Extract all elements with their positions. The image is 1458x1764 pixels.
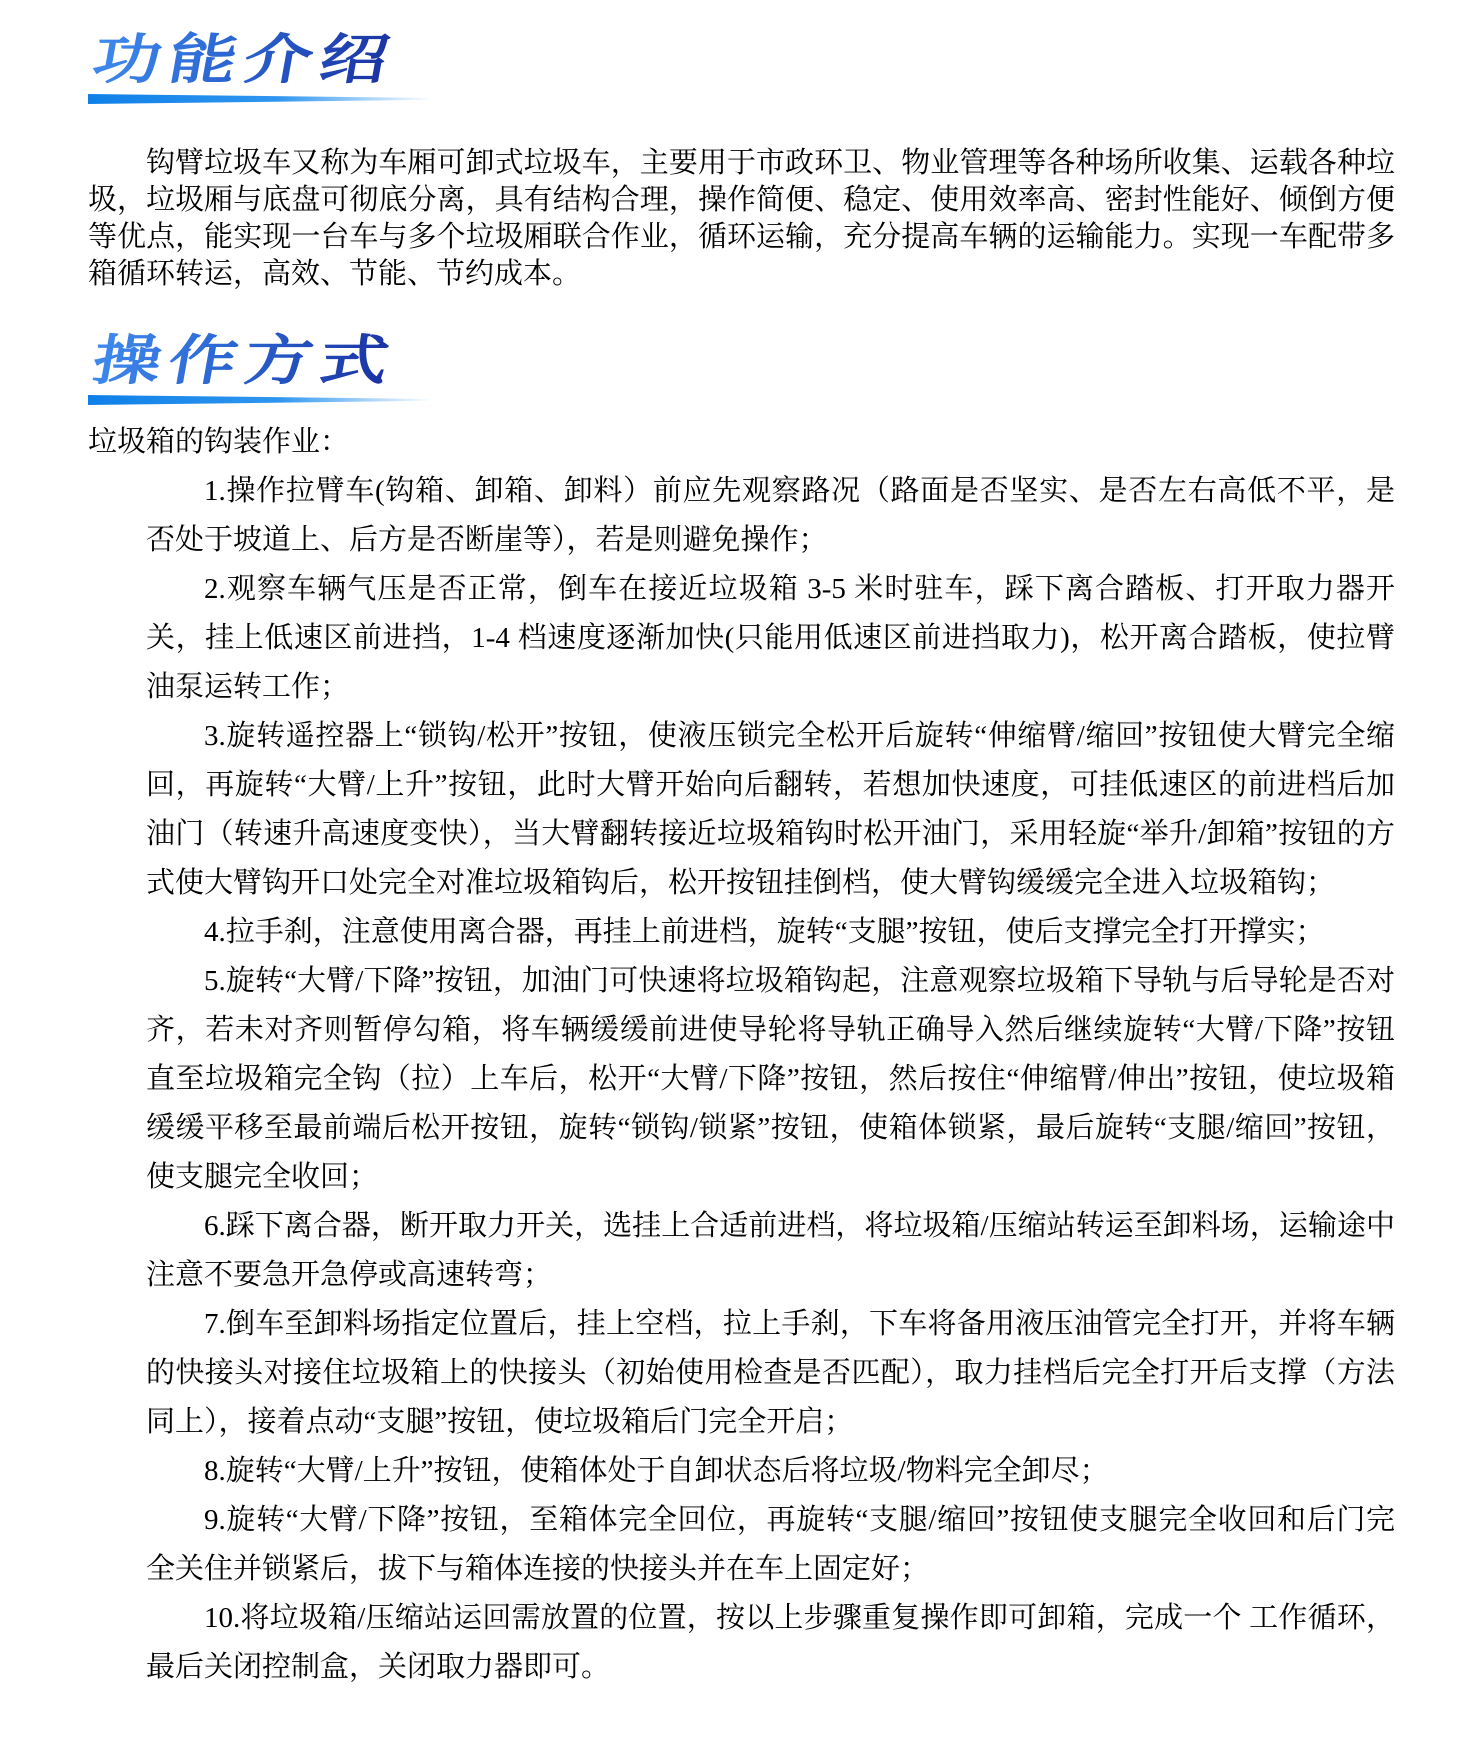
operation-step-9: 9.旋转“大臂/下降”按钮，至箱体完全回位，再旋转“支腿/缩回”按钮使支腿完全收回和后门完全关住并锁紧后，拔下与箱体连接的快接头并在车上固定好； bbox=[146, 1504, 1395, 1585]
function-heading-text: 功能介绍 bbox=[88, 30, 402, 90]
operation-step-4: 4.拉手刹，注意使用离合器，再挂上前进档，旋转“支腿”按钮，使后支撑完全打开撑实； bbox=[204, 916, 1325, 948]
operation-step-1: 1.操作拉臂车(钩箱、卸箱、卸料）前应先观察路况（路面是否坚实、是否左右高低不平，是否处于坡道上、后方是否断崖等），若是则避免操作； bbox=[146, 475, 1395, 556]
operation-step-7: 7.倒车至卸料场指定位置后，挂上空档，拉上手刹，下车将备用液压油管完全打开，并将车辆的快接头对接住垃圾箱上的快接头（初始使用检查是否匹配），取力挂档后完全打开后支撑（方法同上），接着点动“支腿”按钮，使垃圾箱后门完全开启； bbox=[146, 1308, 1395, 1438]
operation-step-6: 6.踩下离合器，断开取力开关，选挂上合适前进档，将垃圾箱/压缩站转运至卸料场，运输途中注意不要急开急停或高速转弯； bbox=[146, 1210, 1395, 1291]
operation-heading-text: 操作方式 bbox=[88, 331, 402, 391]
operation-step-8: 8.旋转“大臂/上升”按钮，使箱体处于自卸状态后将垃圾/物料完全卸尽； bbox=[204, 1455, 1109, 1487]
function-section-heading bbox=[88, 30, 1395, 104]
operation-intro-label: 垃圾箱的钩装作业： bbox=[88, 426, 350, 458]
heading-underline-swoosh bbox=[88, 395, 433, 405]
operation-step-10: 10.将垃圾箱/压缩站运回需放置的位置，按以上步骤重复操作即可卸箱，完成一个 工作循环，最后关闭控制盒，关闭取力器即可。 bbox=[146, 1602, 1395, 1683]
operation-step-2: 2.观察车辆气压是否正常，倒车在接近垃圾箱 3-5 米时驻车，踩下离合踏板、打开取力器开关，挂上低速区前进挡，1-4 档速度逐渐加快(只能用低速区前进挡取力)，松开离合踏板，使拉臂油泵运转工作； bbox=[146, 573, 1395, 703]
operation-section-heading bbox=[88, 331, 1395, 405]
heading-underline-swoosh bbox=[88, 94, 433, 104]
section-function-intro bbox=[88, 30, 1395, 293]
operation-steps-list bbox=[88, 467, 1395, 1692]
section-operation-method bbox=[88, 331, 1395, 1692]
operation-step-3: 3.旋转遥控器上“锁钩/松开”按钮，使液压锁完全松开后旋转“伸缩臂/缩回”按钮使大臂完全缩回，再旋转“大臂/上升”按钮，此时大臂开始向后翻转，若想加快速度，可挂低速区的前进档后加油门（转速升高速度变快），当大臂翻转接近垃圾箱钩时松开油门，采用轻旋“举升/卸箱”按钮的方式使大臂钩开口处完全对准垃圾箱钩后，松开按钮挂倒档，使大臂钩缓缓完全进入垃圾箱钩； bbox=[146, 720, 1395, 899]
operation-step-5: 5.旋转“大臂/下降”按钮，加油门可快速将垃圾箱钩起，注意观察垃圾箱下导轨与后导轮是否对齐，若未对齐则暂停勾箱，将车辆缓缓前进使导轮将导轨正确导入然后继续旋转“大臂/下降”按钮直至垃圾箱完全钩（拉）上车后，松开“大臂/下降”按钮，然后按住“伸缩臂/伸出”按钮，使垃圾箱缓缓平移至最前端后松开按钮，旋转“锁钩/锁紧”按钮，使箱体锁紧，最后旋转“支腿/缩回”按钮，使支腿完全收回； bbox=[146, 965, 1395, 1193]
function-description-paragraph: 钩臂垃圾车又称为车厢可卸式垃圾车，主要用于市政环卫、物业管理等各种场所收集、运载各种垃圾，垃圾厢与底盘可彻底分离，具有结构合理，操作简便、稳定、使用效率高、密封性能好、倾倒方便等优点，能实现一台车与多个垃圾厢联合作业，循环运输，充分提高车辆的运输能力。实现一车配带多箱循环转运，高效、节能、节约成本。 bbox=[88, 147, 1395, 290]
